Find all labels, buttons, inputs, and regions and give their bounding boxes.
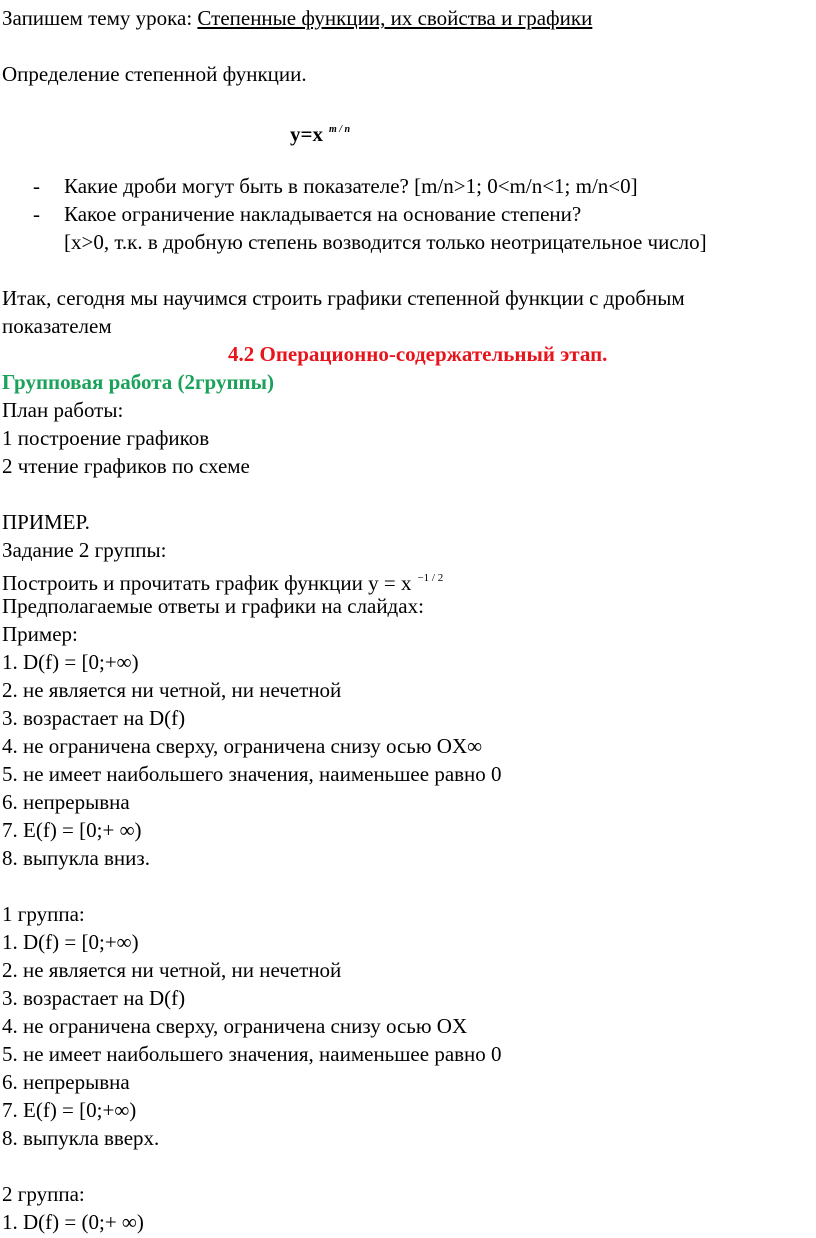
topic-prefix: Запишем тему урока: [2,6,198,30]
group-work-heading: Групповая работа (2группы) [2,370,275,394]
group1-item: 7. E(f) = [0;+∞) [2,1098,137,1122]
example-expected: Предполагаемые ответы и графики на слайдах: [2,594,424,618]
group2-label: 2 группа: [2,1182,85,1206]
question-1-marker: - [33,174,40,198]
example-task: Задание 2 группы: [2,538,167,562]
plan-item: 2 чтение графиков по схеме [2,454,250,478]
group2-item: 1. D(f) = (0;+ ∞) [2,1210,144,1234]
group1-item: 8. выпукла вверх. [2,1126,160,1150]
group1-item: 4. не ограничена сверху, ограничена снизу осью OX [2,1014,468,1038]
formula [290,117,350,147]
plan-title: План работы: [2,398,124,422]
example-item: 4. не ограничена сверху, ограничена снизу осью OX∞ [2,734,483,758]
example-item: 7. E(f) = [0;+ ∞) [2,818,142,842]
example-item: 8. выпукла вниз. [2,846,150,870]
summary-line-2: показателем [2,314,112,338]
group1-item: 6. непрерывна [2,1070,130,1094]
group1-item: 1. D(f) = [0;+∞) [2,930,139,954]
group1-item: 5. не имеет наибольшего значения, наименьшее равно 0 [2,1042,502,1066]
formula-base: y=x [290,122,323,146]
definition-heading: Определение степенной функции. [2,62,307,86]
example-label: ПРИМЕР. [2,510,90,534]
example-item: 6. непрерывна [2,790,130,814]
stage-heading: 4.2 Операционно-содержательный этап. [228,342,608,366]
plan-item: 1 построение графиков [2,426,210,450]
group1-item: 3. возрастает на D(f) [2,986,186,1010]
example-item: 3. возрастает на D(f) [2,706,186,730]
question-1: Какие дроби могут быть в показателе? [m/n>1; 0<m/n<1; m/n<0] [64,174,638,198]
group1-label: 1 группа: [2,902,85,926]
example-item: 2. не является ни четной, ни нечетной [2,678,342,702]
example-item: 1. D(f) = [0;+∞) [2,650,139,674]
question-answer: [x>0, т.к. в дробную степень возводится только неотрицательное число] [64,230,707,254]
example-build-text: Построить и прочитать график функции y = x [2,571,412,595]
summary-line-1: Итак, сегодня мы научимся строить графики степенной функции с дробным [2,286,685,310]
example-build-line [2,565,443,596]
topic-title: Степенные функции, их свойства и графики [197,6,593,30]
lesson-topic-line [2,5,592,31]
question-2: Какое ограничение накладывается на основание степени? [64,202,582,226]
example-build-exponent: −1 / 2 [417,572,444,584]
formula-exponent: m / n [328,124,351,135]
example-sample-label: Пример: [2,622,78,646]
example-item: 5. не имеет наибольшего значения, наименьшее равно 0 [2,762,502,786]
question-2-marker: - [33,202,40,226]
group1-item: 2. не является ни четной, ни нечетной [2,958,342,982]
